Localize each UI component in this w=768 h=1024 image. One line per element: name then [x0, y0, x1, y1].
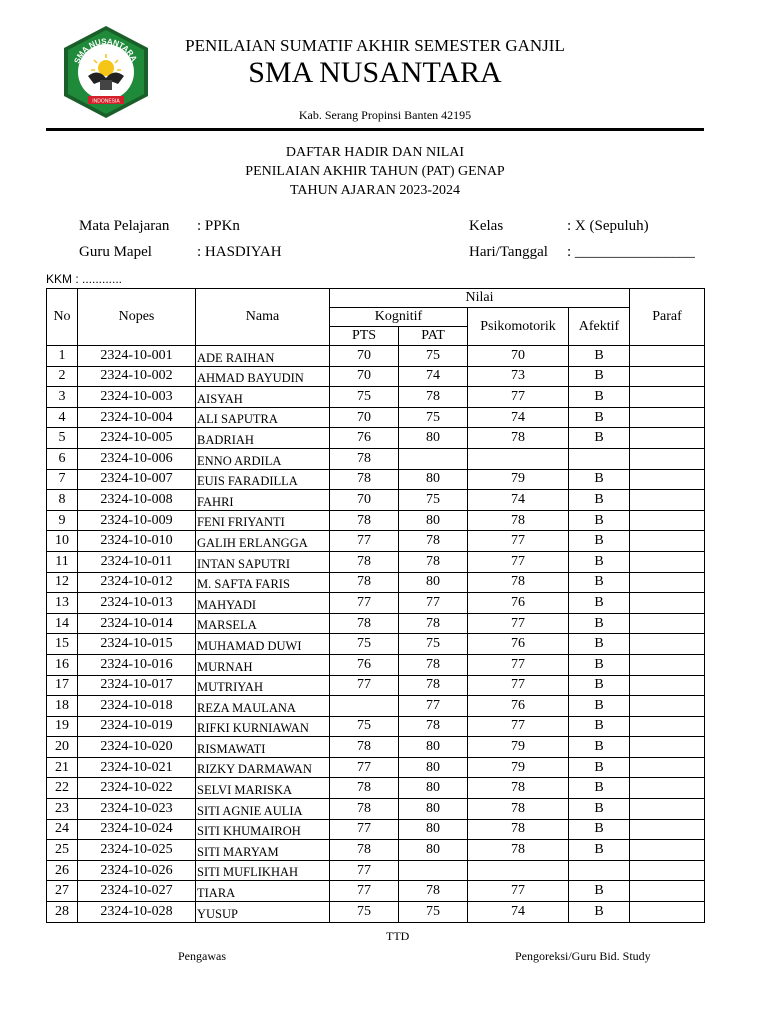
cell-no: 2 — [47, 366, 78, 387]
logo-ribbon-text: INDONESIA — [92, 98, 120, 105]
cell-paraf — [630, 799, 705, 820]
cell-paraf — [630, 469, 705, 490]
cell-pat: 78 — [399, 654, 468, 675]
cell-nama: AHMAD BAYUDIN — [196, 366, 330, 387]
cell-afektif — [569, 448, 630, 469]
cell-no: 25 — [47, 840, 78, 861]
cell-afektif: B — [569, 346, 630, 367]
cell-paraf — [630, 696, 705, 717]
table-row — [47, 593, 705, 614]
cell-nopes: 2324-10-013 — [78, 593, 196, 614]
cell-paraf — [630, 654, 705, 675]
col-nama: Nama — [196, 289, 330, 346]
cell-pts: 78 — [330, 778, 399, 799]
cell-paraf — [630, 840, 705, 861]
table-row — [47, 366, 705, 387]
cell-no: 22 — [47, 778, 78, 799]
cell-afektif: B — [569, 902, 630, 923]
cell-no: 1 — [47, 346, 78, 367]
cell-pat: 80 — [399, 469, 468, 490]
cell-psikomotorik: 76 — [468, 634, 569, 655]
cell-pts — [330, 696, 399, 717]
cell-pat: 77 — [399, 696, 468, 717]
cell-pat: 78 — [399, 675, 468, 696]
cell-afektif: B — [569, 778, 630, 799]
cell-pat: 74 — [399, 366, 468, 387]
logo-text: SMA NUSANTARA — [72, 36, 139, 65]
cell-no: 6 — [47, 448, 78, 469]
cell-paraf — [630, 572, 705, 593]
mapel-label: Mata Pelajaran — [79, 218, 170, 234]
cell-no: 4 — [47, 407, 78, 428]
cell-nama: SITI KHUMAIROH — [196, 819, 330, 840]
cell-afektif: B — [569, 799, 630, 820]
cell-psikomotorik: 78 — [468, 840, 569, 861]
cell-psikomotorik: 74 — [468, 407, 569, 428]
table-row — [47, 902, 705, 923]
cell-psikomotorik: 77 — [468, 551, 569, 572]
cell-afektif: B — [569, 613, 630, 634]
cell-nopes: 2324-10-003 — [78, 387, 196, 408]
guru-label: Guru Mapel — [79, 244, 152, 260]
cell-paraf — [630, 366, 705, 387]
cell-nama: GALIH ERLANGGA — [196, 531, 330, 552]
cell-nopes: 2324-10-007 — [78, 469, 196, 490]
cell-paraf — [630, 407, 705, 428]
cell-pat: 80 — [399, 840, 468, 861]
cell-psikomotorik: 78 — [468, 778, 569, 799]
cell-afektif: B — [569, 366, 630, 387]
table-row — [47, 490, 705, 511]
cell-afektif: B — [569, 716, 630, 737]
cell-nama: RIZKY DARMAWAN — [196, 757, 330, 778]
cell-psikomotorik: 76 — [468, 696, 569, 717]
table-row — [47, 448, 705, 469]
cell-nopes: 2324-10-021 — [78, 757, 196, 778]
cell-nopes: 2324-10-023 — [78, 799, 196, 820]
cell-pts: 75 — [330, 716, 399, 737]
cell-pts: 70 — [330, 366, 399, 387]
table-row — [47, 551, 705, 572]
cell-pts: 78 — [330, 551, 399, 572]
cell-paraf — [630, 819, 705, 840]
cell-afektif: B — [569, 634, 630, 655]
cell-pat: 80 — [399, 799, 468, 820]
cell-psikomotorik: 77 — [468, 654, 569, 675]
cell-no: 26 — [47, 860, 78, 881]
cell-psikomotorik: 77 — [468, 613, 569, 634]
cell-afektif: B — [569, 387, 630, 408]
cell-pts: 77 — [330, 819, 399, 840]
cell-pat: 75 — [399, 407, 468, 428]
cell-nopes: 2324-10-026 — [78, 860, 196, 881]
cell-nopes: 2324-10-002 — [78, 366, 196, 387]
table-row — [47, 531, 705, 552]
cell-nopes: 2324-10-014 — [78, 613, 196, 634]
table-row — [47, 510, 705, 531]
cell-nopes: 2324-10-018 — [78, 696, 196, 717]
cell-pts: 78 — [330, 448, 399, 469]
cell-nama: MURNAH — [196, 654, 330, 675]
cell-nama: RIFKI KURNIAWAN — [196, 716, 330, 737]
doc-title-1: DAFTAR HADIR DAN NILAI — [285, 145, 465, 160]
cell-no: 18 — [47, 696, 78, 717]
cell-psikomotorik: 78 — [468, 799, 569, 820]
cell-nama: MUTRIYAH — [196, 675, 330, 696]
cell-nama: ADE RAIHAN — [196, 346, 330, 367]
cell-pat: 80 — [399, 510, 468, 531]
cell-pat: 75 — [399, 490, 468, 511]
cell-pat: 75 — [399, 346, 468, 367]
cell-nopes: 2324-10-020 — [78, 737, 196, 758]
cell-afektif: B — [569, 593, 630, 614]
cell-psikomotorik — [468, 448, 569, 469]
doc-title-3: TAHUN AJARAN 2023-2024 — [290, 183, 460, 198]
cell-no: 15 — [47, 634, 78, 655]
table-row — [47, 737, 705, 758]
col-pat: PAT — [399, 327, 468, 346]
school-name: SMA NUSANTARA — [248, 56, 502, 89]
cell-paraf — [630, 716, 705, 737]
grades-table — [46, 288, 705, 923]
col-no: No — [47, 289, 78, 346]
cell-pts: 78 — [330, 737, 399, 758]
cell-paraf — [630, 531, 705, 552]
cell-nama: SELVI MARISKA — [196, 778, 330, 799]
cell-pat: 80 — [399, 819, 468, 840]
mapel-value: : PPKn — [197, 218, 240, 234]
cell-paraf — [630, 510, 705, 531]
cell-afektif: B — [569, 819, 630, 840]
cell-nama: ENNO ARDILA — [196, 448, 330, 469]
cell-psikomotorik: 78 — [468, 819, 569, 840]
cell-nopes: 2324-10-008 — [78, 490, 196, 511]
cell-afektif: B — [569, 531, 630, 552]
cell-pts: 78 — [330, 469, 399, 490]
table-row — [47, 613, 705, 634]
cell-afektif: B — [569, 551, 630, 572]
cell-no: 11 — [47, 551, 78, 572]
pengoreksi-label: Pengoreksi/Guru Bid. Study — [515, 949, 651, 963]
cell-psikomotorik: 77 — [468, 716, 569, 737]
cell-no: 10 — [47, 531, 78, 552]
cell-no: 28 — [47, 902, 78, 923]
cell-pts: 70 — [330, 490, 399, 511]
cell-afektif: B — [569, 407, 630, 428]
cell-afektif: B — [569, 428, 630, 449]
cell-paraf — [630, 881, 705, 902]
cell-no: 20 — [47, 737, 78, 758]
cell-afektif: B — [569, 510, 630, 531]
table-row — [47, 840, 705, 861]
cell-nama: ALI SAPUTRA — [196, 407, 330, 428]
cell-pat: 78 — [399, 551, 468, 572]
cell-pat — [399, 860, 468, 881]
cell-afektif: B — [569, 737, 630, 758]
hari-label: Hari/Tanggal — [469, 244, 548, 260]
cell-nama: INTAN SAPUTRI — [196, 551, 330, 572]
cell-pat: 77 — [399, 593, 468, 614]
cell-afektif: B — [569, 654, 630, 675]
hari-value: : ________________ — [567, 244, 695, 260]
guru-value: : HASDIYAH — [197, 244, 282, 260]
table-row — [47, 757, 705, 778]
cell-nama: TIARA — [196, 881, 330, 902]
cell-nopes: 2324-10-009 — [78, 510, 196, 531]
cell-pat: 80 — [399, 778, 468, 799]
school-address: Kab. Serang Propinsi Banten 42195 — [298, 108, 472, 122]
col-nilai: Nilai — [330, 289, 630, 308]
cell-pts: 76 — [330, 428, 399, 449]
kelas-label: Kelas — [469, 218, 504, 234]
cell-paraf — [630, 448, 705, 469]
cell-afektif: B — [569, 840, 630, 861]
table-row — [47, 881, 705, 902]
kkm-label: KKM : ............ — [46, 272, 123, 286]
cell-pts: 75 — [330, 634, 399, 655]
cell-psikomotorik: 78 — [468, 510, 569, 531]
cell-pts: 78 — [330, 510, 399, 531]
cell-pat: 78 — [399, 387, 468, 408]
cell-pts: 77 — [330, 757, 399, 778]
cell-no: 9 — [47, 510, 78, 531]
cell-paraf — [630, 387, 705, 408]
table-row — [47, 346, 705, 367]
cell-psikomotorik — [468, 860, 569, 881]
cell-nama: SITI MUFLIKHAH — [196, 860, 330, 881]
cell-nopes: 2324-10-025 — [78, 840, 196, 861]
cell-nama: REZA MAULANA — [196, 696, 330, 717]
cell-paraf — [630, 490, 705, 511]
table-row — [47, 387, 705, 408]
cell-no: 13 — [47, 593, 78, 614]
cell-pat: 80 — [399, 737, 468, 758]
cell-no: 14 — [47, 613, 78, 634]
cell-no: 19 — [47, 716, 78, 737]
cell-paraf — [630, 757, 705, 778]
cell-no: 3 — [47, 387, 78, 408]
col-nopes: Nopes — [78, 289, 196, 346]
cell-pts: 77 — [330, 675, 399, 696]
header-divider — [46, 128, 704, 131]
doc-title-2: PENILAIAN AKHIR TAHUN (PAT) GENAP — [245, 164, 505, 179]
cell-pat: 80 — [399, 757, 468, 778]
cell-no: 23 — [47, 799, 78, 820]
table-row — [47, 572, 705, 593]
cell-nama: EUIS FARADILLA — [196, 469, 330, 490]
cell-pts: 77 — [330, 881, 399, 902]
cell-psikomotorik: 77 — [468, 531, 569, 552]
table-row — [47, 428, 705, 449]
cell-afektif: B — [569, 469, 630, 490]
cell-no: 21 — [47, 757, 78, 778]
cell-nama: AISYAH — [196, 387, 330, 408]
cell-pts: 77 — [330, 531, 399, 552]
table-row — [47, 469, 705, 490]
cell-nama: MUHAMAD DUWI — [196, 634, 330, 655]
cell-pts: 78 — [330, 840, 399, 861]
cell-nopes: 2324-10-019 — [78, 716, 196, 737]
cell-nopes: 2324-10-027 — [78, 881, 196, 902]
cell-paraf — [630, 860, 705, 881]
cell-nama: MAHYADI — [196, 593, 330, 614]
col-pts: PTS — [330, 327, 399, 346]
cell-pts: 78 — [330, 572, 399, 593]
cell-pts: 77 — [330, 860, 399, 881]
cell-nopes: 2324-10-011 — [78, 551, 196, 572]
cell-no: 17 — [47, 675, 78, 696]
cell-pts: 70 — [330, 407, 399, 428]
cell-afektif: B — [569, 881, 630, 902]
col-psikomotorik: Psikomotorik — [468, 308, 569, 346]
cell-afektif: B — [569, 675, 630, 696]
col-kognitif: Kognitif — [330, 308, 468, 327]
kelas-value: : X (Sepuluh) — [567, 218, 649, 234]
cell-pat: 80 — [399, 428, 468, 449]
table-row — [47, 860, 705, 881]
cell-nama: SITI AGNIE AULIA — [196, 799, 330, 820]
cell-nopes: 2324-10-010 — [78, 531, 196, 552]
cell-paraf — [630, 428, 705, 449]
cell-afektif — [569, 860, 630, 881]
cell-psikomotorik: 77 — [468, 881, 569, 902]
cell-psikomotorik: 76 — [468, 593, 569, 614]
cell-psikomotorik: 78 — [468, 572, 569, 593]
cell-pat: 78 — [399, 716, 468, 737]
table-row — [47, 654, 705, 675]
cell-paraf — [630, 634, 705, 655]
cell-psikomotorik: 73 — [468, 366, 569, 387]
cell-nopes: 2324-10-024 — [78, 819, 196, 840]
cell-no: 12 — [47, 572, 78, 593]
cell-nama: MARSELA — [196, 613, 330, 634]
table-row — [47, 716, 705, 737]
cell-no: 27 — [47, 881, 78, 902]
table-row — [47, 778, 705, 799]
cell-paraf — [630, 675, 705, 696]
cell-pts: 78 — [330, 613, 399, 634]
cell-afektif: B — [569, 696, 630, 717]
pengawas-label: Pengawas — [178, 949, 226, 963]
cell-pat: 78 — [399, 613, 468, 634]
cell-nama: SITI MARYAM — [196, 840, 330, 861]
cell-paraf — [630, 551, 705, 572]
table-row — [47, 696, 705, 717]
cell-nopes: 2324-10-022 — [78, 778, 196, 799]
cell-nopes: 2324-10-017 — [78, 675, 196, 696]
cell-no: 7 — [47, 469, 78, 490]
cell-psikomotorik: 79 — [468, 469, 569, 490]
table-row — [47, 634, 705, 655]
cell-pat: 75 — [399, 634, 468, 655]
header-line1: PENILAIAN SUMATIF AKHIR SEMESTER GANJIL — [185, 36, 565, 55]
cell-pts: 76 — [330, 654, 399, 675]
cell-psikomotorik: 74 — [468, 902, 569, 923]
cell-no: 24 — [47, 819, 78, 840]
cell-paraf — [630, 613, 705, 634]
cell-nopes: 2324-10-016 — [78, 654, 196, 675]
cell-psikomotorik: 77 — [468, 387, 569, 408]
cell-psikomotorik: 79 — [468, 737, 569, 758]
cell-pat: 78 — [399, 531, 468, 552]
cell-pat: 78 — [399, 881, 468, 902]
cell-psikomotorik: 78 — [468, 428, 569, 449]
col-afektif: Afektif — [569, 308, 630, 346]
cell-pts: 77 — [330, 593, 399, 614]
cell-afektif: B — [569, 572, 630, 593]
table-row — [47, 407, 705, 428]
cell-nopes: 2324-10-005 — [78, 428, 196, 449]
cell-no: 5 — [47, 428, 78, 449]
cell-nama: BADRIAH — [196, 428, 330, 449]
cell-pts: 75 — [330, 387, 399, 408]
cell-no: 16 — [47, 654, 78, 675]
cell-paraf — [630, 902, 705, 923]
cell-afektif: B — [569, 490, 630, 511]
cell-pts: 78 — [330, 799, 399, 820]
cell-nama: YUSUP — [196, 902, 330, 923]
cell-nopes: 2324-10-015 — [78, 634, 196, 655]
cell-pts: 70 — [330, 346, 399, 367]
cell-paraf — [630, 778, 705, 799]
table-row — [47, 675, 705, 696]
cell-nama: RISMAWATI — [196, 737, 330, 758]
table-row — [47, 799, 705, 820]
ttd-label: TTD — [386, 929, 410, 943]
cell-psikomotorik: 70 — [468, 346, 569, 367]
cell-nama: FAHRI — [196, 490, 330, 511]
cell-afektif: B — [569, 757, 630, 778]
cell-pat — [399, 448, 468, 469]
col-paraf: Paraf — [630, 289, 705, 346]
cell-psikomotorik: 77 — [468, 675, 569, 696]
cell-nopes: 2324-10-001 — [78, 346, 196, 367]
cell-nama: FENI FRIYANTI — [196, 510, 330, 531]
cell-nopes: 2324-10-006 — [78, 448, 196, 469]
cell-psikomotorik: 74 — [468, 490, 569, 511]
cell-pat: 80 — [399, 572, 468, 593]
cell-pat: 75 — [399, 902, 468, 923]
cell-nopes: 2324-10-004 — [78, 407, 196, 428]
cell-no: 8 — [47, 490, 78, 511]
cell-paraf — [630, 593, 705, 614]
cell-nama: M. SAFTA FARIS — [196, 572, 330, 593]
cell-paraf — [630, 737, 705, 758]
cell-nopes: 2324-10-012 — [78, 572, 196, 593]
cell-psikomotorik: 79 — [468, 757, 569, 778]
cell-nopes: 2324-10-028 — [78, 902, 196, 923]
cell-paraf — [630, 346, 705, 367]
table-row — [47, 819, 705, 840]
cell-pts: 75 — [330, 902, 399, 923]
